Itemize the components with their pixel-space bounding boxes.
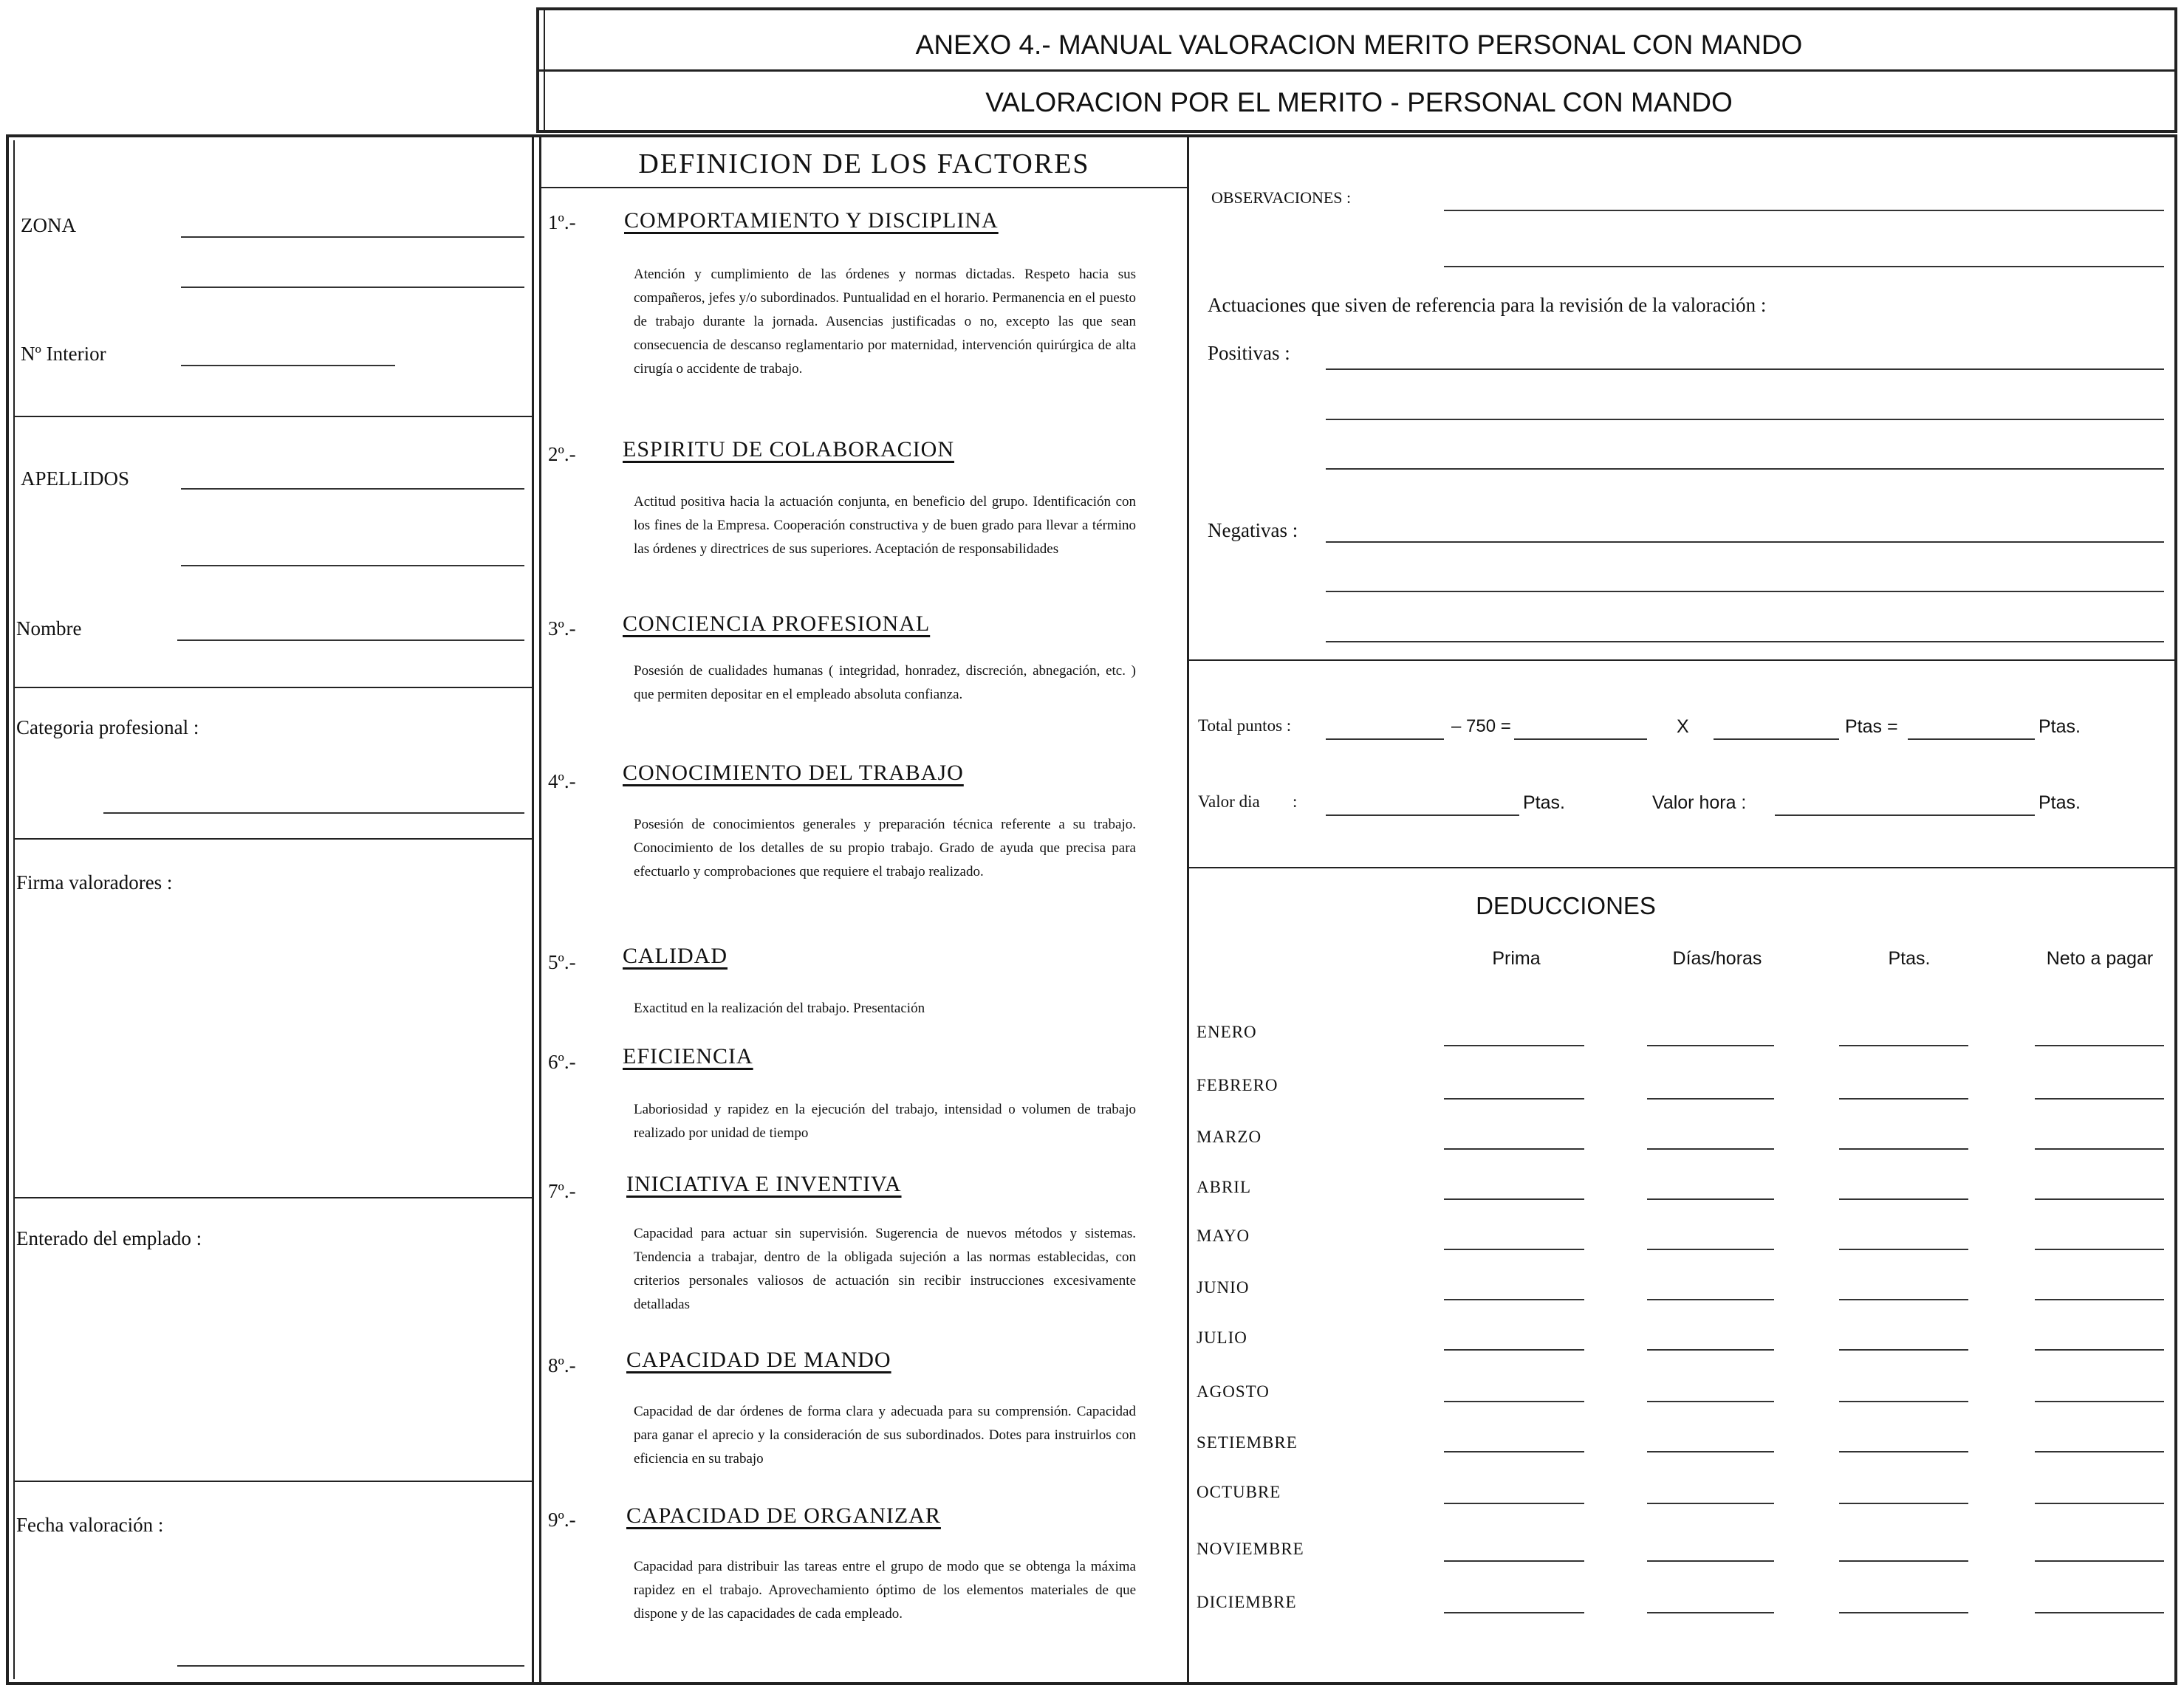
factor-title: INICIATIVA E INVENTIVA <box>626 1172 902 1196</box>
month-label: FEBRERO <box>1197 1076 1278 1094</box>
factor-description: Capacidad para actuar sin supervisión. Sugerencia de nuevos métodos y sistemas. Tendencia a trabajar, dentro de la obligada sujeción a las normas establecidas, con criterios personales valiosos de actuación sin recibir instrucciones excesivamente detalladas <box>634 1226 1136 1312</box>
left-col-divider-a <box>532 134 534 1685</box>
neto-field[interactable] <box>2035 1098 2164 1100</box>
ptas-field[interactable] <box>1839 1451 1968 1452</box>
ptas-field[interactable] <box>1839 1249 1968 1250</box>
fecha-label: Fecha valoración : <box>16 1514 164 1536</box>
ptas-eq-label: Ptas = <box>1845 716 1898 737</box>
col-prima: Prima <box>1492 948 1541 969</box>
valor-dia-colon: : <box>1293 792 1298 811</box>
factor-description: Capacidad para distribuir las tareas entre el grupo de modo que se obtenga la máxima rapidez en el trabajo. Aprovechamiento óptimo de los elementos materiales de que dispone y de las capacidades de cada empleado. <box>634 1559 1136 1622</box>
negativas-field-2[interactable] <box>1326 591 2164 592</box>
factor-title: CONCIENCIA PROFESIONAL <box>623 611 931 636</box>
month-label: DICIEMBRE <box>1197 1593 1297 1611</box>
neto-field[interactable] <box>2035 1249 2164 1250</box>
dias-horas-field[interactable] <box>1647 1148 1774 1150</box>
total-puntos-field[interactable] <box>1326 738 1444 740</box>
left-separator-2 <box>13 687 532 688</box>
factors-heading: DEFINICION DE LOS FACTORES <box>638 148 1090 179</box>
ptas-field[interactable] <box>1839 1098 1968 1100</box>
month-label: OCTUBRE <box>1197 1483 1281 1501</box>
factor-title: COMPORTAMIENTO Y DISCIPLINA <box>624 208 999 233</box>
factor-number: 9º.- <box>548 1509 576 1531</box>
prima-field[interactable] <box>1444 1148 1584 1150</box>
factor-number: 5º.- <box>548 951 576 973</box>
factor-description: Posesión de conocimientos generales y preparación técnica referente a su trabajo. Conocimiento de los detalles de su propio trabajo. Grado de ayuda que precisa para efectuarlo y comprobaciones que requiere el trabajo realizado. <box>634 817 1136 879</box>
dias-horas-field[interactable] <box>1647 1098 1774 1100</box>
positivas-label: Positivas : <box>1208 342 1290 364</box>
ptas-label: Ptas. <box>2038 716 2081 737</box>
ptas-field[interactable] <box>1839 1503 1968 1504</box>
nombre-label: Nombre <box>16 617 82 639</box>
col-neto-a-pagar: Neto a pagar <box>2046 948 2154 969</box>
factor-title: CAPACIDAD DE ORGANIZAR <box>626 1503 941 1528</box>
page-subtitle: VALORACION POR EL MERITO - PERSONAL CON MANDO <box>985 87 1733 117</box>
dias-horas-field[interactable] <box>1647 1503 1774 1504</box>
negativas-field-3[interactable] <box>1326 641 2164 642</box>
dias-horas-field[interactable] <box>1647 1612 1774 1613</box>
factor-number: 6º.- <box>548 1051 576 1073</box>
prima-field[interactable] <box>1444 1198 1584 1200</box>
header-divider <box>536 69 2177 72</box>
dias-horas-field[interactable] <box>1647 1349 1774 1351</box>
factors-heading-rule <box>541 187 1187 188</box>
month-label: AGOSTO <box>1197 1382 1270 1401</box>
dias-horas-field[interactable] <box>1647 1401 1774 1402</box>
negativas-label: Negativas : <box>1208 519 1298 541</box>
reference-label: Actuaciones que siven de referencia para la revisión de la valoración : <box>1208 294 1767 316</box>
total-ptas-field[interactable] <box>1908 738 2035 740</box>
ptas-field[interactable] <box>1839 1612 1968 1613</box>
valor-hora-ptas: Ptas. <box>2038 792 2081 813</box>
factor-description: Exactitud en la realización del trabajo. Presentación <box>634 1001 925 1016</box>
month-label: MARZO <box>1197 1128 1262 1146</box>
factor-title: CAPACIDAD DE MANDO <box>626 1348 891 1372</box>
left-separator-3 <box>13 838 532 840</box>
right-col-divider <box>1187 134 1189 1685</box>
positivas-field-3[interactable] <box>1326 468 2164 470</box>
month-label: ENERO <box>1197 1023 1257 1041</box>
factor-title: ESPIRITU DE COLABORACION <box>623 437 955 462</box>
month-label: JUNIO <box>1197 1278 1250 1297</box>
apellidos-field-2[interactable] <box>181 565 524 566</box>
prima-field[interactable] <box>1444 1612 1584 1613</box>
valor-hora-label: Valor hora : <box>1652 792 1747 813</box>
nombre-field[interactable] <box>177 639 524 641</box>
prima-field[interactable] <box>1444 1560 1584 1562</box>
valor-dia-ptas: Ptas. <box>1523 792 1565 813</box>
factor-description: Atención y cumplimiento de las órdenes y normas dictadas. Respeto hacia sus compañeros, jefes y/o subordinados. Puntualidad en el horario. Permanencia en el puesto de trabajo durante la jornada. Ausencias justificadas o no, excepto las que sean consecuencia de descanso reglamentario por maternidad, intervención quirúrgica de alta cirugía o accidente de trabajo. <box>634 267 1136 377</box>
left-col-divider-b <box>539 134 541 1685</box>
right-separator-2 <box>1188 867 2177 868</box>
prima-field[interactable] <box>1444 1401 1584 1402</box>
ptas-field[interactable] <box>1839 1401 1968 1402</box>
neto-field[interactable] <box>2035 1451 2164 1452</box>
ptas-field[interactable] <box>1839 1560 1968 1562</box>
neto-field[interactable] <box>2035 1148 2164 1150</box>
factor-number: 8º.- <box>548 1354 576 1376</box>
n-interior-label: Nº Interior <box>21 343 106 365</box>
factor-title: EFICIENCIA <box>623 1044 753 1069</box>
month-label: SETIEMBRE <box>1197 1433 1298 1452</box>
observaciones-field[interactable] <box>1444 210 2164 211</box>
prima-field[interactable] <box>1444 1451 1584 1452</box>
multiplier-field[interactable] <box>1714 738 1839 740</box>
neto-field[interactable] <box>2035 1503 2164 1504</box>
ptas-field[interactable] <box>1839 1299 1968 1300</box>
negativas-field[interactable] <box>1326 541 2164 543</box>
valor-dia-label: Valor dia <box>1198 792 1260 811</box>
dias-horas-field[interactable] <box>1647 1045 1774 1046</box>
prima-field[interactable] <box>1444 1299 1584 1300</box>
factor-description: Capacidad de dar órdenes de forma clara y adecuada para su comprensión. Capacidad para ganar el aprecio y la consideración de sus subordinados. Dotes para instruirlos con eficiencia en su trabajo <box>634 1404 1136 1467</box>
valor-hora-field[interactable] <box>1775 814 2035 816</box>
apellidos-label: APELLIDOS <box>21 467 129 490</box>
annex-title: ANEXO 4.- MANUAL VALORACION MERITO PERSONAL CON MANDO <box>915 30 1803 60</box>
ptas-field[interactable] <box>1839 1148 1968 1150</box>
neto-field[interactable] <box>2035 1045 2164 1046</box>
dias-horas-field[interactable] <box>1647 1249 1774 1250</box>
valor-dia-field[interactable] <box>1326 814 1519 816</box>
prima-field[interactable] <box>1444 1249 1584 1250</box>
dias-horas-field[interactable] <box>1647 1198 1774 1200</box>
ptas-field[interactable] <box>1839 1198 1968 1200</box>
enterado-label: Enterado del emplado : <box>16 1227 202 1249</box>
dias-horas-field[interactable] <box>1647 1451 1774 1452</box>
multiply-label: X <box>1677 716 1689 737</box>
minus-750-label: – 750 = <box>1451 716 1511 736</box>
left-separator-4 <box>13 1197 532 1198</box>
apellidos-field[interactable] <box>181 488 524 490</box>
factor-title: CALIDAD <box>623 944 728 968</box>
positivas-field[interactable] <box>1326 368 2164 370</box>
left-separator-5 <box>13 1481 532 1482</box>
month-label: MAYO <box>1197 1227 1250 1245</box>
neto-field[interactable] <box>2035 1612 2164 1613</box>
month-label: JULIO <box>1197 1328 1247 1347</box>
positivas-field-2[interactable] <box>1326 419 2164 420</box>
prima-field[interactable] <box>1444 1045 1584 1046</box>
factor-title: CONOCIMIENTO DEL TRABAJO <box>623 761 964 785</box>
dias-horas-field[interactable] <box>1647 1560 1774 1562</box>
factor-number: 3º.- <box>548 617 576 639</box>
firma-label: Firma valoradores : <box>16 871 173 893</box>
prima-field[interactable] <box>1444 1503 1584 1504</box>
neto-field[interactable] <box>2035 1299 2164 1300</box>
right-separator-1 <box>1188 659 2177 661</box>
factor-description: Actitud positiva hacia la actuación conjunta, en beneficio del grupo. Identificación con los fines de la Empresa. Cooperación constructiva y de buen grado para llevar a término las órdenes y directrices de sus superiores. Aceptación de responsabilidades <box>634 494 1136 557</box>
left-separator-1 <box>13 416 532 417</box>
zona-field[interactable] <box>181 236 524 238</box>
observaciones-label: OBSERVACIONES : <box>1211 188 1352 207</box>
zona-label: ZONA <box>21 214 76 236</box>
total-puntos-label: Total puntos : <box>1198 716 1292 735</box>
result-field[interactable] <box>1514 738 1647 740</box>
neto-field[interactable] <box>2035 1198 2164 1200</box>
neto-field[interactable] <box>2035 1349 2164 1351</box>
factor-number: 7º.- <box>548 1180 576 1202</box>
factor-number: 4º.- <box>548 770 576 792</box>
frame-inner-left-border <box>13 140 15 1679</box>
ptas-field[interactable] <box>1839 1045 1968 1046</box>
categoria-field[interactable] <box>103 812 524 814</box>
factor-number: 1º.- <box>548 211 576 233</box>
categoria-label: Categoria profesional : <box>16 716 199 738</box>
n-interior-field[interactable] <box>181 365 395 366</box>
factor-description: Laboriosidad y rapidez en la ejecución del trabajo, intensidad o volumen de trabajo realizado por unidad de tiempo <box>634 1102 1136 1141</box>
month-label: NOVIEMBRE <box>1197 1540 1304 1558</box>
factor-description: Posesión de cualidades humanas ( integridad, honradez, discreción, abnegación, etc. ) que permiten depositar en el empleado absoluta confianza. <box>634 663 1136 702</box>
neto-field[interactable] <box>2035 1560 2164 1562</box>
ptas-field[interactable] <box>1839 1349 1968 1351</box>
fecha-field[interactable] <box>177 1665 524 1667</box>
deducciones-title: DEDUCCIONES <box>1476 892 1656 919</box>
month-label: ABRIL <box>1197 1178 1251 1196</box>
neto-field[interactable] <box>2035 1401 2164 1402</box>
prima-field[interactable] <box>1444 1098 1584 1100</box>
zona-field-2[interactable] <box>181 287 524 288</box>
col-dias-horas: Días/horas <box>1672 948 1762 969</box>
observaciones-field-2[interactable] <box>1444 266 2164 267</box>
col-ptas: Ptas. <box>1888 948 1931 969</box>
dias-horas-field[interactable] <box>1647 1299 1774 1300</box>
prima-field[interactable] <box>1444 1349 1584 1351</box>
factor-number: 2º.- <box>548 443 576 465</box>
